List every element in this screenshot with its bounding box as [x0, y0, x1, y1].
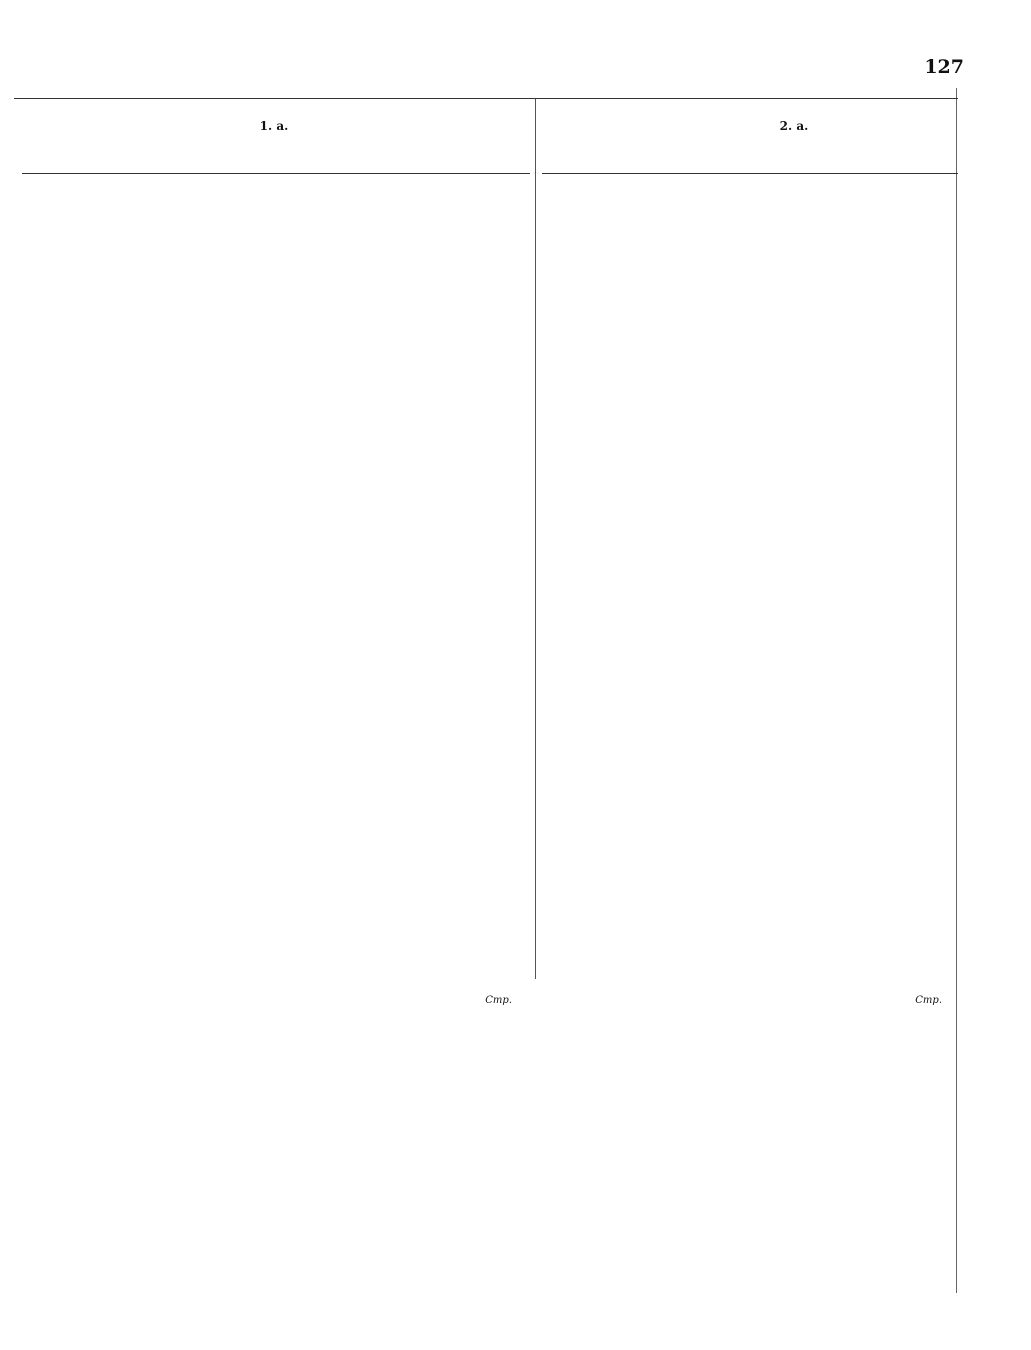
page-header — [14, 56, 964, 86]
left-heading-rule — [22, 173, 530, 174]
right-heading-rule — [542, 173, 958, 174]
right-column-heading — [544, 119, 1031, 134]
table-frame — [14, 98, 958, 1299]
right-toc — [544, 995, 954, 1007]
left-column-heading — [24, 119, 524, 134]
left-toc — [24, 995, 524, 1007]
right-toc-caption: Стр. — [915, 995, 942, 1006]
left-toc-caption: Стр. — [485, 995, 512, 1006]
right-heading-number: 2. а. — [779, 119, 809, 133]
left-heading-number: 1. а. — [259, 119, 289, 133]
column-divider — [535, 99, 536, 979]
page-number: 127 — [924, 56, 964, 78]
